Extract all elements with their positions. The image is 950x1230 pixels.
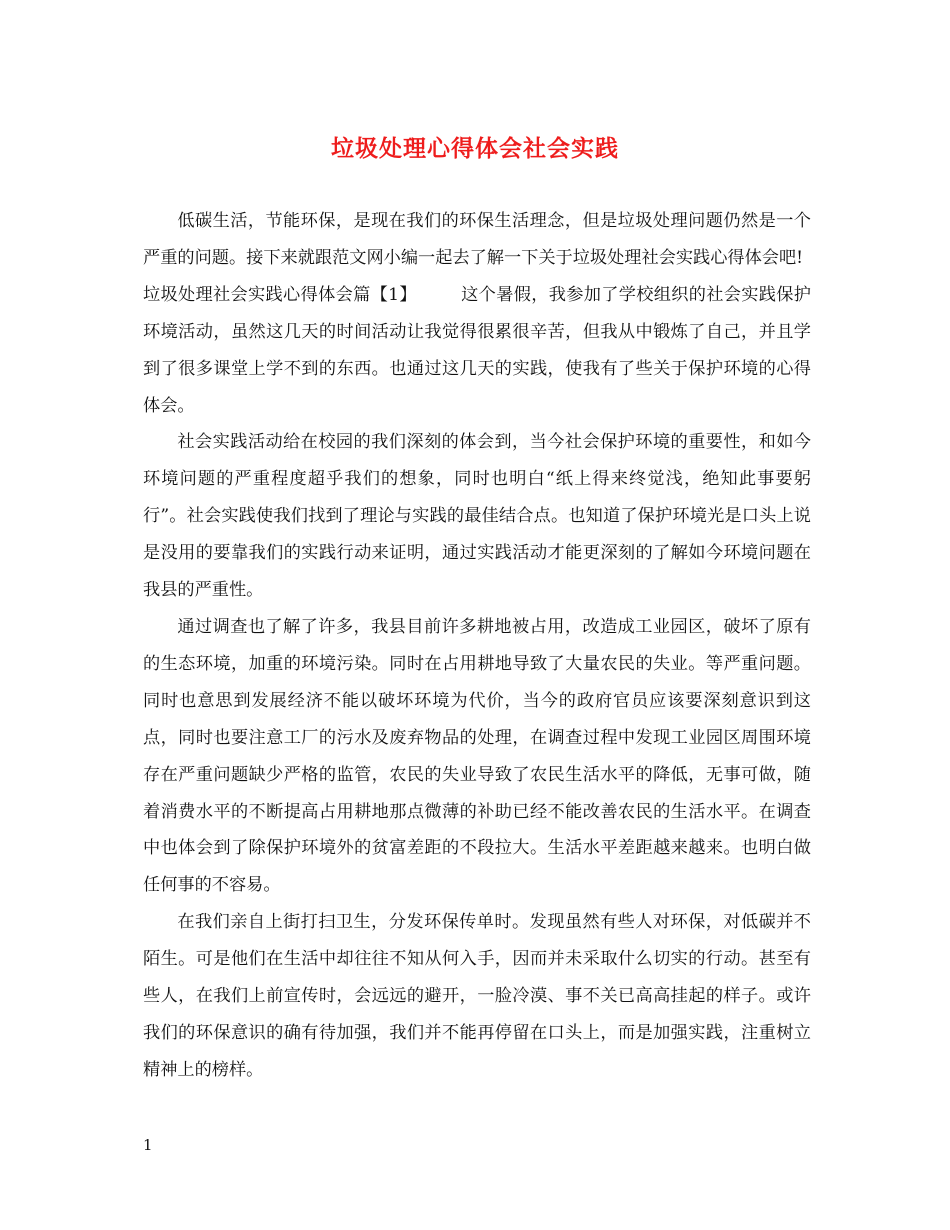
intro-paragraph: 低碳生活，节能环保，是现在我们的环保生活理念，但是垃圾处理问题仍然是一个严重的问题。接下来就跟范文网小编一起去了解一下关于垃圾处理社会实践心得体会吧!	[143, 211, 811, 268]
body-paragraph: 社会实践活动给在校园的我们深刻的体会到，当今社会保护环境的重要性，和如今环境问题的严重程度超乎我们的想象，同时也明白“纸上得来终觉浅，绝知此事要躬行”。社会实践使我们找到了理论与实践的最佳结合点。也知道了保护环境光是口头上说是没用的要靠我们的实践行动来证明，通过实践活动才能更深刻的了解如今环境问题在我县的严重性。	[143, 432, 811, 601]
body-paragraph: 通过调查也了解了许多，我县目前许多耕地被占用，改造成工业园区，破坏了原有的生态环境，加重的环境污染。同时在占用耕地导致了大量农民的失业。等严重问题。同时也意思到发展经济不能以破坏环境为代价，当今的政府官员应该要深刻意识到这点，同时也要注意工厂的污水及废弃物品的处理，在调查过程中发现工业园区周围环境存在严重问题缺少严格的监管，农民的失业导致了农民生活水平的降低，无事可做，随着消费水平的不断提高占用耕地那点微薄的补助已经不能改善农民的生活水平。在调查中也体会到了除保护环境外的贫富差距的不段拉大。生活水平差距越来越来。也明白做任何事的不容易。	[143, 616, 811, 896]
section-paragraph	[143, 277, 811, 425]
document-title: 垃圾处理心得体会社会实践	[331, 135, 619, 162]
section-first-text: 这个暑假，我参加了学校组织的社会实践保护环境活动，虽然这几天的时间活动让我觉得很累很辛苦，但我从中锻炼了自己，并且学到了很多课堂上学不到的东西。也通过这几天的实践，使我有了些关于保护环境的心得体会。	[143, 284, 811, 416]
body-paragraph: 在我们亲自上街打扫卫生，分发环保传单时。发现虽然有些人对环保，对低碳并不陌生。可是他们在生活中却往往不知从何入手，因而并未采取什么切实的行动。甚至有些人，在我们上前宣传时，会远远的避开，一脸冷漠、事不关已高高挂起的样子。或许我们的环保意识的确有待加强，我们并不能再停留在口头上，而是加强实践，注重树立精神上的榜样。	[143, 912, 811, 1080]
page-number: 1	[143, 1136, 153, 1154]
document-body	[143, 203, 811, 1089]
section-heading: 垃圾处理社会实践心得体会篇【1】	[143, 284, 417, 305]
